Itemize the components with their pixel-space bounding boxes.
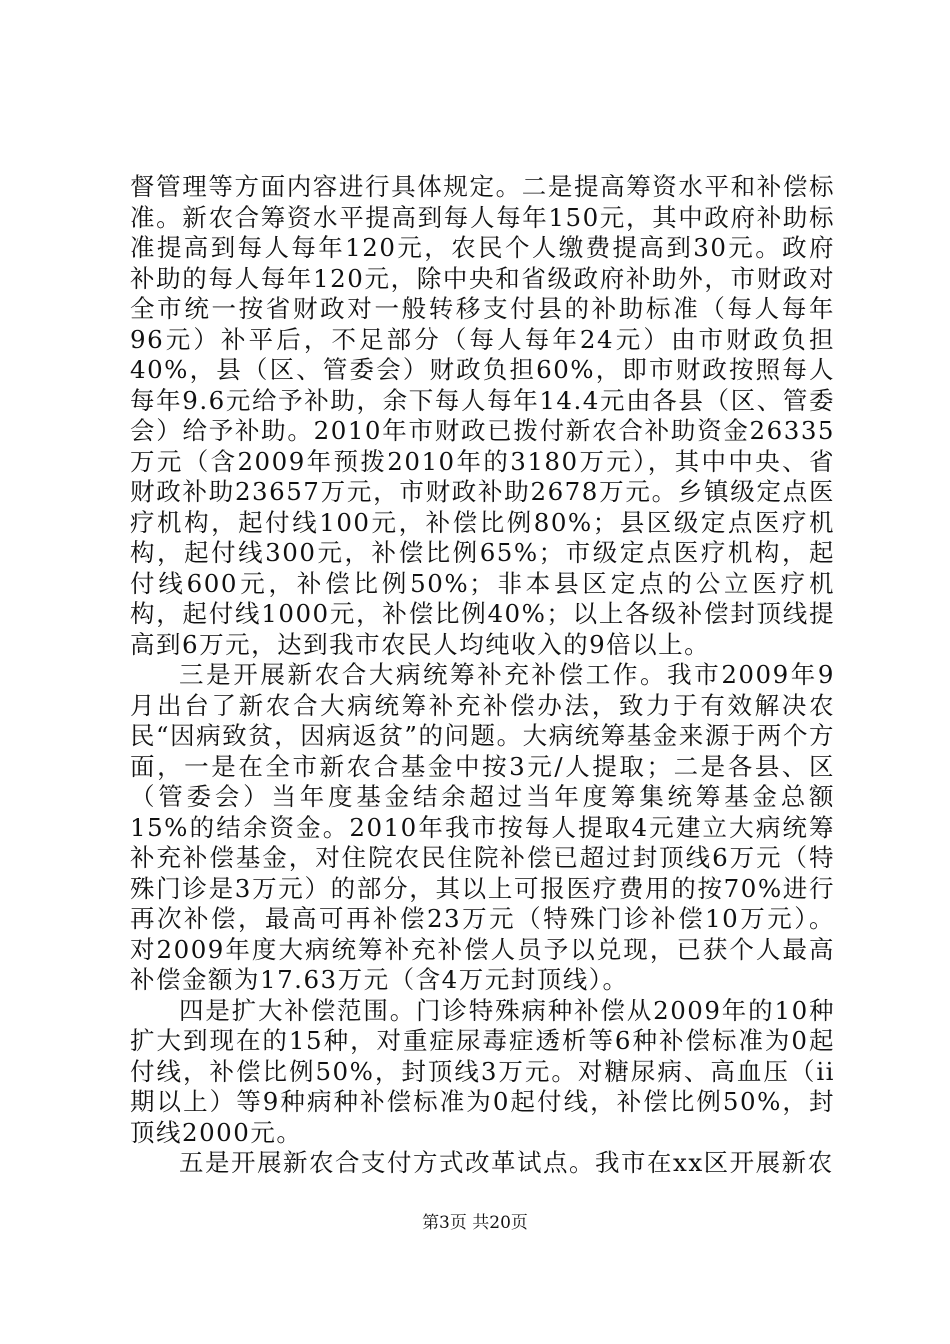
paragraph-2: 三是开展新农合大病统筹补充补偿工作。我市2009年9月出台了新农合大病统筹补充补偿办法，致力于有效解决农民“因病致贫，因病返贫”的问题。大病统筹基金来源于两个方面，一是在全市新农合基金中按3元/人提取；二是各县、区（管委会）当年度基金结余超过当年度筹集统筹基金总额15%的结余资金。2010年我市按每人提取4元建立大病统筹补充补偿基金，对住院农民住院补偿已超过封顶线6万元（特殊门诊是3万元）的部分，其以上可报医疗费用的按70%进行再次补偿，最高可再补偿23万元（特殊门诊补偿10万元）。对2009年度大病统筹补充补偿人员予以兑现，已获个人最高补偿金额为17.63万元（含4万元封顶线）。 xyxy=(130,660,835,994)
paragraph-3: 四是扩大补偿范围。门诊特殊病种补偿从2009年的10种扩大到现在的15种，对重症尿毒症透析等6种补偿标准为0起付线，补偿比例50%，封顶线3万元。对糖尿病、高血压（ii期以上）等9种病种补偿标准为0起付线，补偿比例50%，封顶线2000元。 xyxy=(130,995,835,1147)
paragraph-4: 五是开展新农合支付方式改革试点。我市在xx区开展新农 xyxy=(179,1148,834,1177)
page-number: 第3页 共20页 xyxy=(422,1213,528,1233)
document-body xyxy=(130,172,835,1179)
paragraph-1: 督管理等方面内容进行具体规定。二是提高筹资水平和补偿标准。新农合筹资水平提高到每人每年150元，其中政府补助标准提高到每人每年120元，农民个人缴费提高到30元。政府补助的每人每年120元，除中央和省级政府补助外，市财政对全市统一按省财政对一般转移支付县的补助标准（每人每年96元）补平后，不足部分（每人每年24元）由市财政负担40%，县（区、管委会）财政负担60%，即市财政按照每人每年9.6元给予补助，余下每人每年14.4元由各县（区、管委会）给予补助。2010年市财政已拨付新农合补助资金26335万元（含2009年预拨2010年的3180万元），其中中央、省财政补助23657万元，市财政补助2678万元。乡镇级定点医疗机构，起付线100元，补偿比例80%；县区级定点医疗机构，起付线300元，补偿比例65%；市级定点医疗机构，起付线600元，补偿比例50%；非本县区定点的公立医疗机构，起付线1000元，补偿比例40%；以上各级补偿封顶线提高到6万元，达到我市农民人均纯收入的9倍以上。 xyxy=(130,172,835,659)
page-footer xyxy=(0,1212,950,1234)
